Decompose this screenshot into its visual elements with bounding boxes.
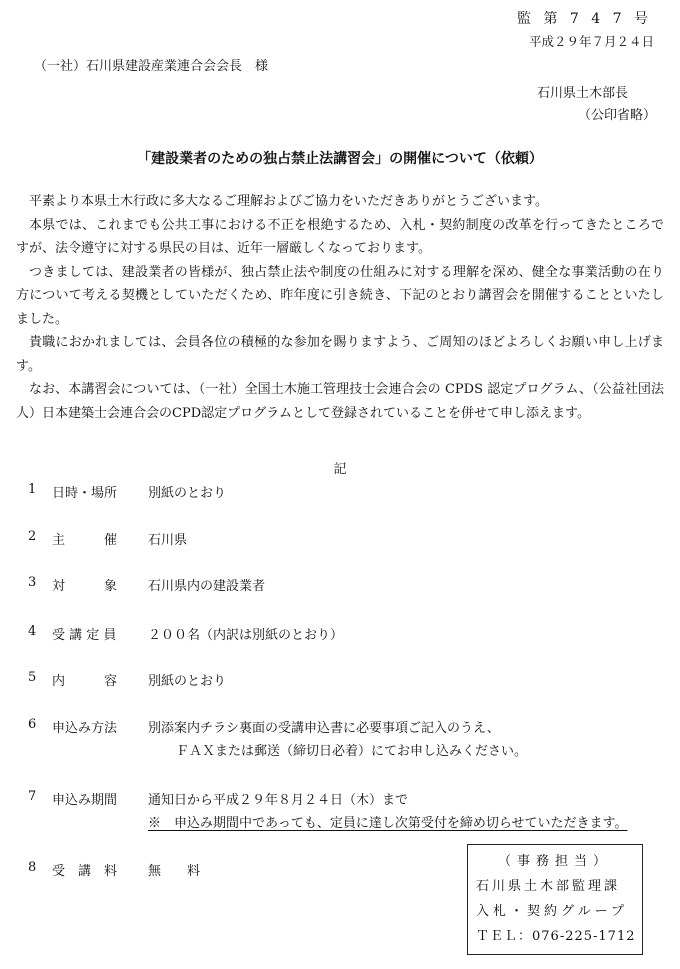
- item-number: 5: [28, 670, 37, 685]
- item-number: 8: [28, 860, 37, 875]
- item-label-datetime-place: 日時・場所: [52, 486, 118, 501]
- addressee: （一社）石川県建設産業連合会会長 様: [34, 59, 269, 74]
- item-label-fee: 受 講 料: [52, 864, 118, 879]
- item-number: 3: [28, 575, 37, 590]
- body-text: [16, 190, 664, 425]
- item-label-target: 対 象: [52, 579, 118, 594]
- item-value-content: 別紙のとおり: [148, 674, 227, 689]
- body-paragraph: 貴職におかれましては、会員各位の積極的な参加を賜りますよう、ご周知のほどよろしくお願い申し上げます。: [16, 335, 664, 374]
- item-value-capacity: ２００名（内訳は別紙のとおり）: [148, 628, 344, 643]
- item-value-organizer: 石川県: [148, 533, 188, 548]
- item-number: 1: [28, 482, 37, 497]
- contact-title: （事務担当）: [497, 854, 612, 869]
- document-title: 「建設業者のための独占禁止法講習会」の開催について（依頼）: [137, 151, 543, 167]
- contact-department: 石川県土木部監理課: [476, 879, 621, 894]
- ki-heading: 記: [333, 462, 347, 477]
- item-value-target: 石川県内の建設業者: [148, 579, 266, 594]
- item-value-fee: 無 料: [148, 864, 201, 879]
- item-label-content: 内 容: [52, 674, 118, 689]
- body-paragraph: 本県では、これまでも公共工事における不正を根絶するため、入札・契約制度の改革を行ってきたところですが、法令遵守に対する県民の目は、近年一層厳しくなっております。: [16, 217, 664, 256]
- body-paragraph: つきましては、建設業者の皆様が、独占禁止法や制度の仕組みに対する理解を深め、健全な事業活動の在り方について考える契機としていただくため、昨年度に引き続き、下記のとおり講習会を開催することといたしました。: [16, 264, 664, 327]
- item-value-application-period: 通知日から平成２９年８月２４日（木）まで: [148, 793, 409, 808]
- item-number: 4: [28, 624, 37, 639]
- document-date: 平成２９年７月２４日: [528, 34, 654, 49]
- item-label-application-method: 申込み方法: [52, 721, 118, 736]
- seal-omitted-note: （公印省略）: [577, 108, 656, 123]
- item-value-application-method-line2: ＦＡＸまたは郵送（締切日必着）にてお申し込みください。: [176, 744, 528, 759]
- document-number: 監 第 7 4 7 号: [517, 11, 652, 27]
- item-value-application-method: 別添案内チラシ裏面の受講申込書に必要事項ご記入のうえ、: [148, 721, 500, 736]
- sender-name: 石川県土木部長: [536, 86, 628, 101]
- item-label-organizer: 主 催: [52, 533, 118, 548]
- contact-box: [467, 844, 643, 955]
- item-value-datetime-place: 別紙のとおり: [148, 486, 227, 501]
- contact-group: 入札・契約グループ: [476, 904, 628, 919]
- contact-phone: ＴＥＬ：076-225-1712: [476, 929, 636, 944]
- item-label-capacity: 受 講 定 員: [52, 628, 117, 643]
- item-number: 6: [28, 717, 37, 732]
- body-paragraph: 平素より本県土木行政に多大なるご理解およびご協力をいただきありがとうございます。: [29, 194, 548, 209]
- capacity-note: ※ 申込み期間中であっても、定員に達し次第受付を締め切らせていただきます。: [148, 816, 628, 831]
- body-paragraph: なお、本講習会については、（一社）全国土木施工管理技士会連合会の CPDS 認定プログラム、（公益社団法人）日本建築士会連合会のCPD認定プログラムとして登録されていることを併せて申し添えます。: [16, 382, 664, 421]
- item-number: 7: [28, 789, 37, 804]
- item-label-application-period: 申込み期間: [52, 793, 118, 808]
- item-number: 2: [28, 529, 37, 544]
